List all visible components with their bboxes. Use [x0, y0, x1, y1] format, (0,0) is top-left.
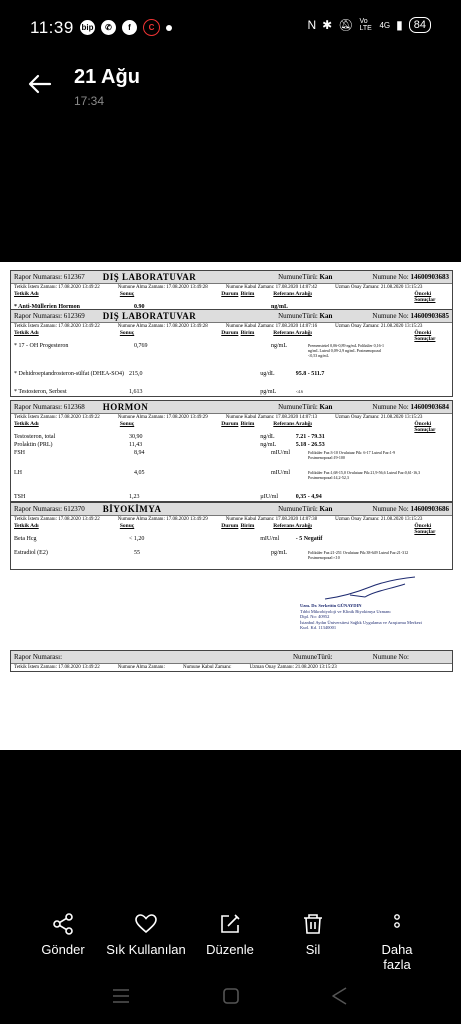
rapor-number: 612369	[63, 312, 85, 320]
section-kind: DIŞ LABORATUVAR	[102, 311, 197, 321]
column-headers: Tetkik Adı Sonuç Durum Birim Referans Aralığı Önceki Sonuçlar	[14, 330, 436, 342]
timestamps-row: Tetkik İstem Zamanı: 17.08.2020 13:49:22 Numune Alma Zamanı: 17.08.2020 13:49:28 Numune Kabul Zamanı: 17.08.2020 14:07:16 Uzman Onay Zamanı: 21.08.2020 13:15:23	[14, 324, 423, 329]
table-row: * Dehidroepiandrosteron-sülfat (DHEA-SO4) 215,0 ug/dL 95.8 - 511.7	[14, 371, 325, 377]
facebook-icon: f	[122, 20, 137, 35]
table-row: TSH 1,23 µIU/ml 0,35 - 4,94	[14, 494, 322, 500]
viewer-header	[0, 56, 461, 116]
table-row: * 17 - OH Progesteron 0,769 ng/mL Premenstrüel 0,06-0,89 ng/mL Foliküler 0,16-1 ng/mL Luteal 0,09-2,9 ng/mL Postmenopozal <0,53 ng/mL	[14, 343, 384, 358]
column-headers: Tetkik Adı Sonuç Durum Birim Referans Aralığı Önceki Sonuçlar	[14, 291, 436, 303]
bip-icon: bip	[80, 20, 95, 35]
alma-time: Numune Alma Zamanı: 17.08.2020 13:49:28	[117, 285, 208, 290]
section-header	[11, 271, 452, 284]
more-vertical-icon	[385, 912, 409, 936]
section-header: Rapor Numarası: NumuneTürü: Numune No:	[11, 651, 452, 664]
notification-icons	[80, 19, 172, 36]
trash-icon	[301, 912, 325, 936]
signature-scribble	[320, 575, 430, 605]
whatsapp-icon: ✆	[101, 20, 116, 35]
column-headers: Tetkik Adı Sonuç Durum Birim Referans Aralığı Önceki Sonuçlar	[14, 523, 436, 535]
delete-label: Sil	[305, 942, 321, 957]
bluetooth-icon: ✱	[322, 18, 333, 32]
timestamps-row: Tetkik İstem Zamanı: 17.08.2020 13:49:22 Numune Alma Zamanı: 17.08.2020 13:49:29 Numune Kabul Zamanı: 17.08.2020 14:07:38 Uzman Onay Zamanı: 21.08.2020 13:15:23	[14, 517, 423, 522]
edit-icon	[218, 912, 242, 936]
report-section	[10, 309, 453, 397]
signal-icon: ▮	[396, 18, 403, 32]
delete-button[interactable]	[296, 912, 330, 957]
lab-report-image[interactable]	[0, 262, 461, 750]
home-icon[interactable]	[222, 987, 240, 1005]
battery-icon	[409, 17, 431, 33]
timestamps-row	[11, 284, 452, 291]
edit-label: Düzenle	[206, 942, 254, 957]
share-label: Gönder	[41, 942, 85, 957]
doctor-signature-stamp: Uzm. Dr. Serkettin GÜNAYDIN Tıbbi Mikrobiyoloji ve Klinik Biyokimya Uzmanı Dipl. No: 40952 İstanbul Aydın Üniversitesi Sağlık Uygulama ve Araştırma Merkezi Kurl. Kd. 11340001	[300, 575, 450, 645]
table-row: Beta Hcg < 1,20 mIU/ml - 5 Negatif	[14, 536, 323, 542]
table-row: * Anti-Müllerien Hormon 0.90 ng/mL	[14, 304, 289, 310]
volte-icon: Vo LTE	[359, 18, 372, 32]
report-section	[10, 400, 453, 502]
photo-action-toolbar	[0, 900, 461, 970]
section-kind: BİYOKİMYA	[102, 504, 162, 514]
report-section-empty	[10, 650, 453, 672]
mute-icon: 🔕︎	[338, 18, 354, 32]
share-icon	[51, 912, 75, 936]
rapor-number: 612370	[63, 505, 85, 513]
clock: 11:39	[30, 18, 74, 37]
edit-button[interactable]	[204, 912, 256, 957]
table-row: FSH 8,94 mIU/ml Foliküler Faz:3-10 Ovulatuar Pik: 6-17 Luteal Faz:1-9 Postmenopozal:19-100	[14, 450, 396, 460]
photo-date-title: 21 Ağu	[74, 66, 140, 88]
onay-time: Uzman Onay Zamanı: 21.08.2020 13:15:23	[335, 285, 423, 290]
report-section	[10, 502, 453, 570]
section-header: Rapor Numarası: 612368 HORMON NumuneTürü: Kan Numune No: 14600903684	[11, 401, 452, 414]
favorite-button[interactable]	[106, 912, 186, 957]
back-arrow-icon[interactable]	[26, 70, 54, 98]
system-navigation-bar	[0, 980, 461, 1014]
app-icon: C	[143, 19, 160, 36]
more-notifications-dot	[166, 25, 172, 31]
table-row: Estradiol (E2) 55 pg/mL Foliküler Faz:21-251 Ovulatuar Pik:38-649 Luteal Faz:21-312 Postmenopozal:<10	[14, 550, 409, 560]
signature-name: Uzm. Dr. Serkettin GÜNAYDIN	[300, 603, 362, 608]
battery-level: 84	[413, 19, 426, 31]
more-label: Daha fazla	[381, 942, 413, 972]
table-row: LH 4,05 mIU/ml Foliküler Faz:1,68-15,0 Ovulatuar Pik:21,9-56,6 Luteal Faz:0,61-16,3 Postmenopozal:14,2-52,3	[14, 470, 421, 480]
section-kind: HORMON	[102, 402, 149, 412]
status-bar	[0, 0, 461, 56]
column-headers: Tetkik Adı Sonuç Durum Birim Referans Aralığı Önceki Sonuçlar	[14, 421, 436, 433]
rapor-number: 612367	[63, 273, 85, 281]
report-section	[10, 270, 453, 312]
section-kind: DIŞ LABORATUVAR	[102, 272, 197, 282]
table-row: * Testosteron, Serbest 1,613 pg/mL <4.6	[14, 389, 303, 395]
kabul-time: Numune Kabul Zamanı: 17.08.2020 14:07:42	[225, 285, 318, 290]
share-button[interactable]	[40, 912, 86, 957]
photo-time: 17:34	[74, 94, 105, 108]
system-icons	[308, 17, 432, 33]
numune-no: Numune No: 14600903683	[372, 273, 449, 281]
more-button[interactable]	[366, 912, 428, 972]
network-type: 4G	[379, 20, 391, 30]
timestamps-row: Tetkik İstem Zamanı: 17.08.2020 13:49:22 Numune Alma Zamanı: Numune Kabul Zamanı: Uzman Onay Zamanı: 21.08.2020 13:15:23	[14, 665, 337, 670]
favorite-label: Sık Kullanılan	[106, 942, 186, 957]
rapor-number: 612368	[63, 403, 85, 411]
back-nav-icon[interactable]	[330, 986, 348, 1006]
nfc-icon: N	[307, 18, 317, 32]
table-row: Testosteron, total 30,90 ng/dL 7.21 - 79.31	[14, 434, 325, 440]
section-header: Rapor Numarası: 612370 BİYOKİMYA NumuneTürü: Kan Numune No: 14600903686	[11, 503, 452, 516]
rapor-label: Rapor Numarası:	[14, 273, 63, 281]
table-row: Prolaktin (PRL) 11,43 ng/mL 5.18 - 26.53	[14, 442, 325, 448]
istem-time: Tetkik İstem Zamanı: 17.08.2020 13:49:22	[14, 285, 100, 290]
recent-apps-icon[interactable]	[112, 988, 130, 1004]
section-header: Rapor Numarası: 612369 DIŞ LABORATUVAR NumuneTürü: Kan Numune No: 14600903685	[11, 310, 452, 323]
timestamps-row: Tetkik İstem Zamanı: 17.08.2020 13:49:22 Numune Alma Zamanı: 17.08.2020 13:49:29 Numune Kabul Zamanı: 17.08.2020 14:07:13 Uzman Onay Zamanı: 21.08.2020 13:15:23	[14, 415, 423, 420]
numune-turu: NumuneTürü: Kan	[278, 273, 333, 281]
heart-icon	[134, 912, 158, 936]
